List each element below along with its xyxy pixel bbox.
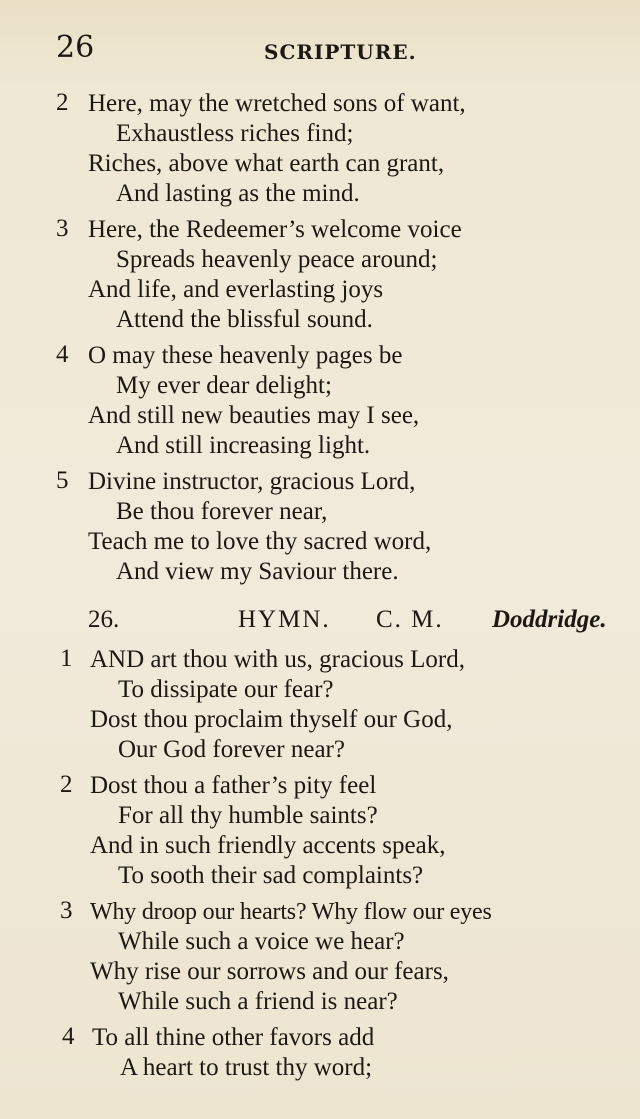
page-header (0, 30, 640, 70)
verse-line: To all thine other favors add (92, 1024, 375, 1051)
verse-line: Here, the Redeemer’s welcome voice (88, 216, 462, 243)
verse-line: Why droop our hearts? Why flow our eyes (90, 899, 492, 925)
verse-line: And still increasing light. (116, 432, 371, 459)
verse-line: Dost thou proclaim thyself our God, (90, 706, 453, 733)
verse-line: Attend the blissful sound. (116, 306, 373, 333)
verse-line: AND art thou with us, gracious Lord, (90, 646, 465, 673)
verse-line: Here, may the wretched sons of want, (88, 90, 466, 117)
verse-line: To dissipate our fear? (118, 676, 334, 703)
verse-line: O may these heavenly pages be (88, 342, 403, 369)
page-number: 26 (56, 30, 95, 65)
verse-line: And still new beauties may I see, (88, 402, 420, 429)
verse-line: Dost thou a father’s pity feel (90, 772, 377, 799)
verse-line: And view my Saviour there. (116, 558, 399, 585)
verse-line: Riches, above what earth can grant, (88, 150, 445, 177)
verse-number: 3 (60, 897, 73, 924)
verse-line: Exhaustless riches find; (116, 120, 354, 147)
verse-line: Teach me to love thy sacred word, (88, 528, 432, 555)
verse-line: And lasting as the mind. (116, 180, 360, 207)
verse-line: To sooth their sad complaints? (118, 862, 424, 889)
verse-number: 2 (56, 89, 69, 116)
verse-number: 5 (56, 467, 69, 494)
verse-line: My ever dear delight; (116, 372, 332, 399)
hymn-author: Doddridge. (492, 606, 607, 633)
hymn-number: 26. (88, 606, 120, 633)
verse-line: While such a voice we hear? (118, 928, 405, 955)
hymn-meter: C. M. (376, 606, 444, 633)
hymn-type: HYMN. (238, 606, 331, 633)
verse-line: Why rise our sorrows and our fears, (90, 958, 449, 985)
verse-number: 2 (60, 771, 73, 798)
verse-number: 1 (60, 645, 73, 672)
running-title: SCRIPTURE. (264, 40, 417, 64)
verse-line: Be thou forever near, (116, 498, 328, 525)
verse-line: And life, and everlasting joys (88, 276, 384, 303)
hymn-heading (0, 606, 640, 640)
verse-line: A heart to trust thy word; (120, 1054, 373, 1081)
verse-line: Our God forever near? (118, 736, 345, 763)
verse-number: 4 (62, 1023, 75, 1050)
verse-line: While such a friend is near? (118, 988, 398, 1015)
verse-number: 3 (56, 215, 69, 242)
verse-number: 4 (56, 341, 69, 368)
verse-line: Divine instructor, gracious Lord, (88, 468, 416, 495)
verse-line: And in such friendly accents speak, (90, 832, 446, 859)
verse-line: Spreads heavenly peace around; (116, 246, 438, 273)
verse-line: For all thy humble saints? (118, 802, 378, 829)
